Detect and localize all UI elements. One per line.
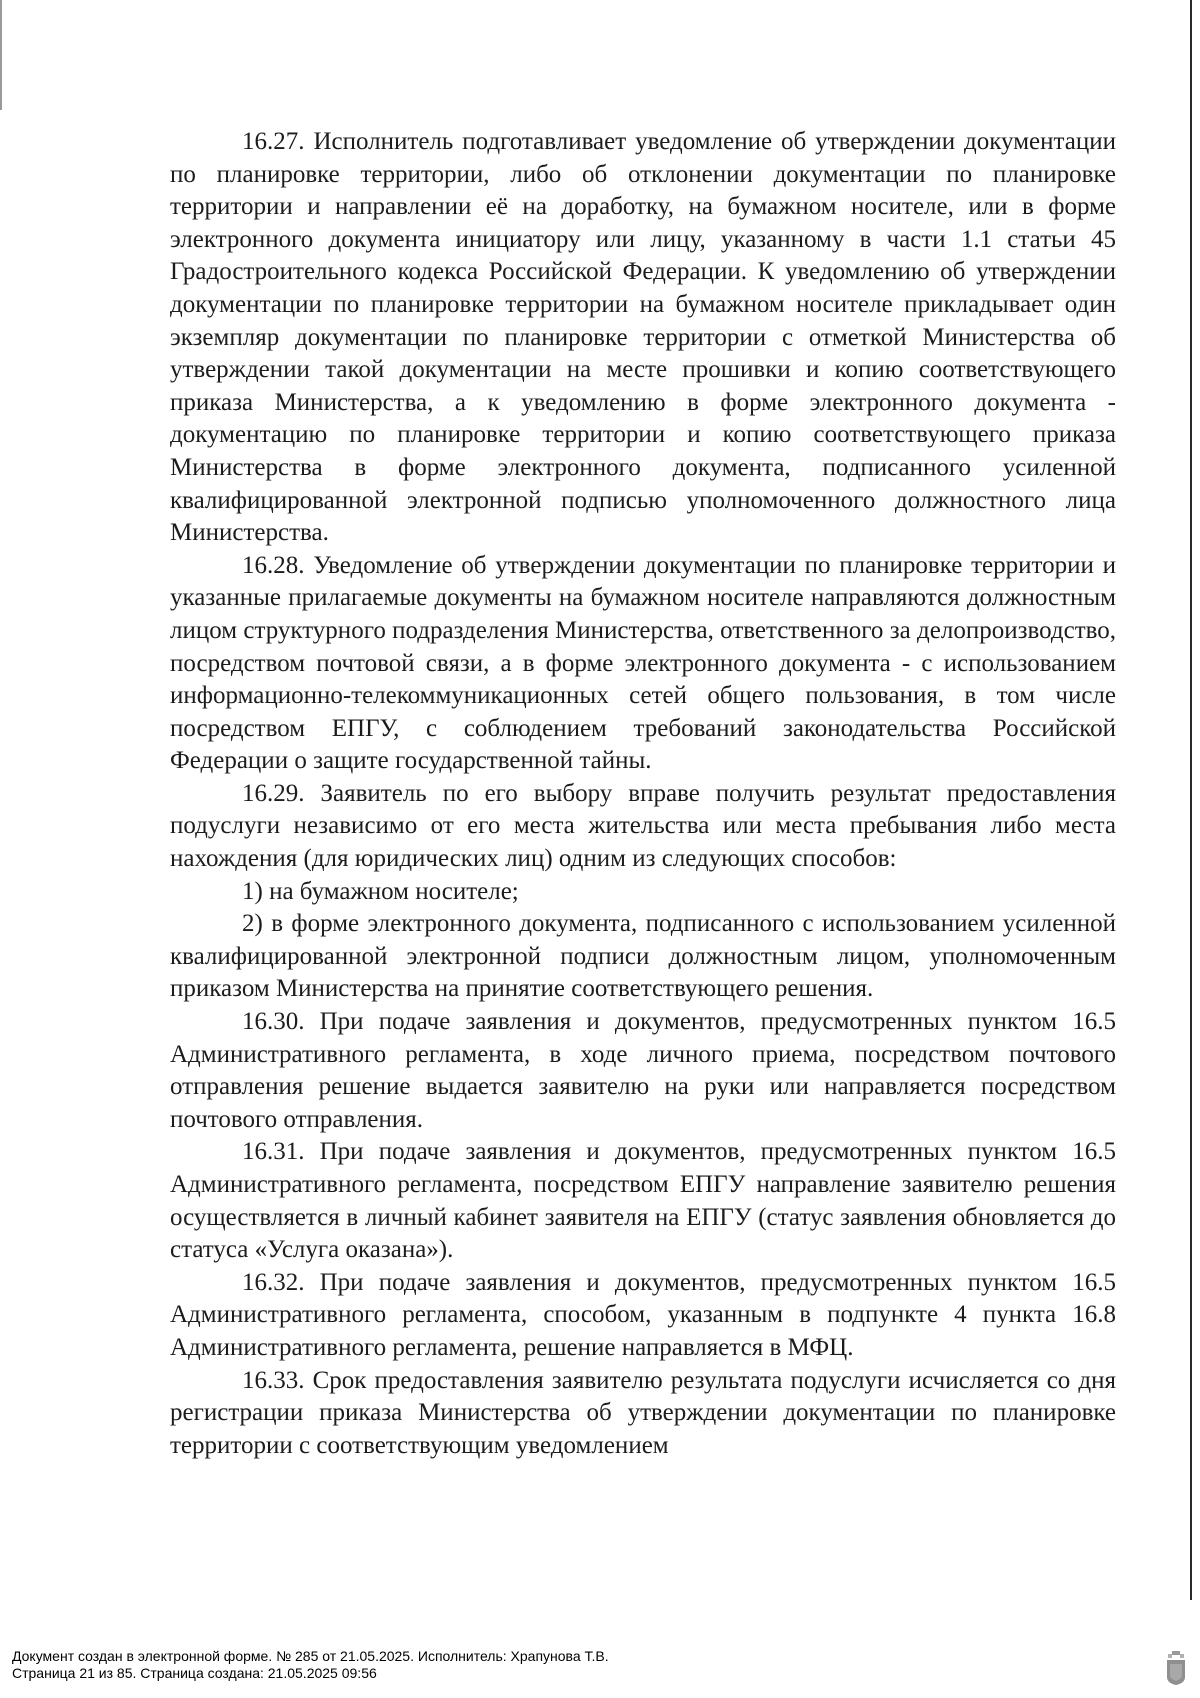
coat-of-arms-icon	[1166, 1651, 1186, 1685]
paragraph-16-33: 16.33. Срок предоставления заявителю результата подуслуги исчисляется со дня регистрации приказа Министерства об утверждении документации по планировке территории с соответствующим уведомлением	[170, 1366, 1116, 1459]
scan-edge-right	[1190, 0, 1192, 1600]
paragraph-16-31: 16.31. При подаче заявления и документов, предусмотренных пунктом 16.5 Административного регламента, посредством ЕПГУ направление заявителю решения осуществляется в личный кабинет заявителя на ЕПГУ (статус заявления обновляется до статуса «Услуга оказана»).	[170, 1138, 1116, 1264]
paragraph-16-27: 16.27. Исполнитель подготавливает уведомление об утверждении документации по планировке территории, либо об отклонении документации по планировке территории и направлении её на доработку, на бумажном носителе, или в форме электронного документа инициатору или лицу, указанному в части 1.1 статьи 45 Градостроительного кодекса Российской Федерации. К уведомлению об утверждении документации по планировке территории на бумажном носителе прикладывает один экземпляр документации по планировке территории с отметкой Министерства об утверждении такой документации на месте прошивки и копию соответствующего приказа Министерства, а к уведомлению в форме электронного документа - документацию по планировке территории и копию соответствующего приказа Министерства в форме электронного документа, подписанного усиленной квалифицированной электронной подписью уполномоченного должностного лица Министерства.	[170, 128, 1116, 547]
paragraph-16-29: 16.29. Заявитель по его выбору вправе получить результат предоставления подуслуги независимо от его места жительства или места пребывания либо места нахождения (для юридических лиц) одним из следующих способов:	[170, 779, 1116, 873]
document-body	[170, 126, 1116, 1462]
scan-edge-left	[0, 0, 2, 110]
paragraph-16-30: 16.30. При подаче заявления и документов, предусмотренных пунктом 16.5 Административного регламента, в ходе личного приема, посредством почтового отправления решение выдается заявителю на руки или направляется посредством почтового отправления.	[170, 1008, 1116, 1133]
list-item-2: 2) в форме электронного документа, подписанного с использованием усиленной квалифицированной электронной подписи должностным лицом, уполномоченным приказом Министерства на принятие соответствующего решения.	[170, 910, 1116, 1003]
paragraph-16-32: 16.32. При подаче заявления и документов, предусмотренных пунктом 16.5 Административного регламента, способом, указанным в подпункте 4 пункта 16.8 Административного регламента, решение направляется в МФЦ.	[170, 1268, 1116, 1361]
document-footer	[12, 1648, 609, 1682]
paragraph-16-28: 16.28. Уведомление об утверждении документации по планировке территории и указанные прилагаемые документы на бумажном носителе направляются должностным лицом структурного подразделения Министерства, ответственного за делопроизводство, посредством почтовой связи, а в форме электронного документа - с использованием информационно-телекоммуникационных сетей общего пользования, в том числе посредством ЕПГУ, с соблюдением требований законодательства Российской Федерации о защите государственной тайны.	[170, 551, 1116, 775]
footer-line-page-info: Страница 21 из 85. Страница создана: 21.05.2025 09:56	[12, 1665, 377, 1681]
list-item-1: 1) на бумажном носителе;	[242, 877, 519, 905]
footer-line-document-info: Документ создан в электронной форме. № 285 от 21.05.2025. Исполнитель: Храпунова Т.В.	[12, 1648, 609, 1664]
